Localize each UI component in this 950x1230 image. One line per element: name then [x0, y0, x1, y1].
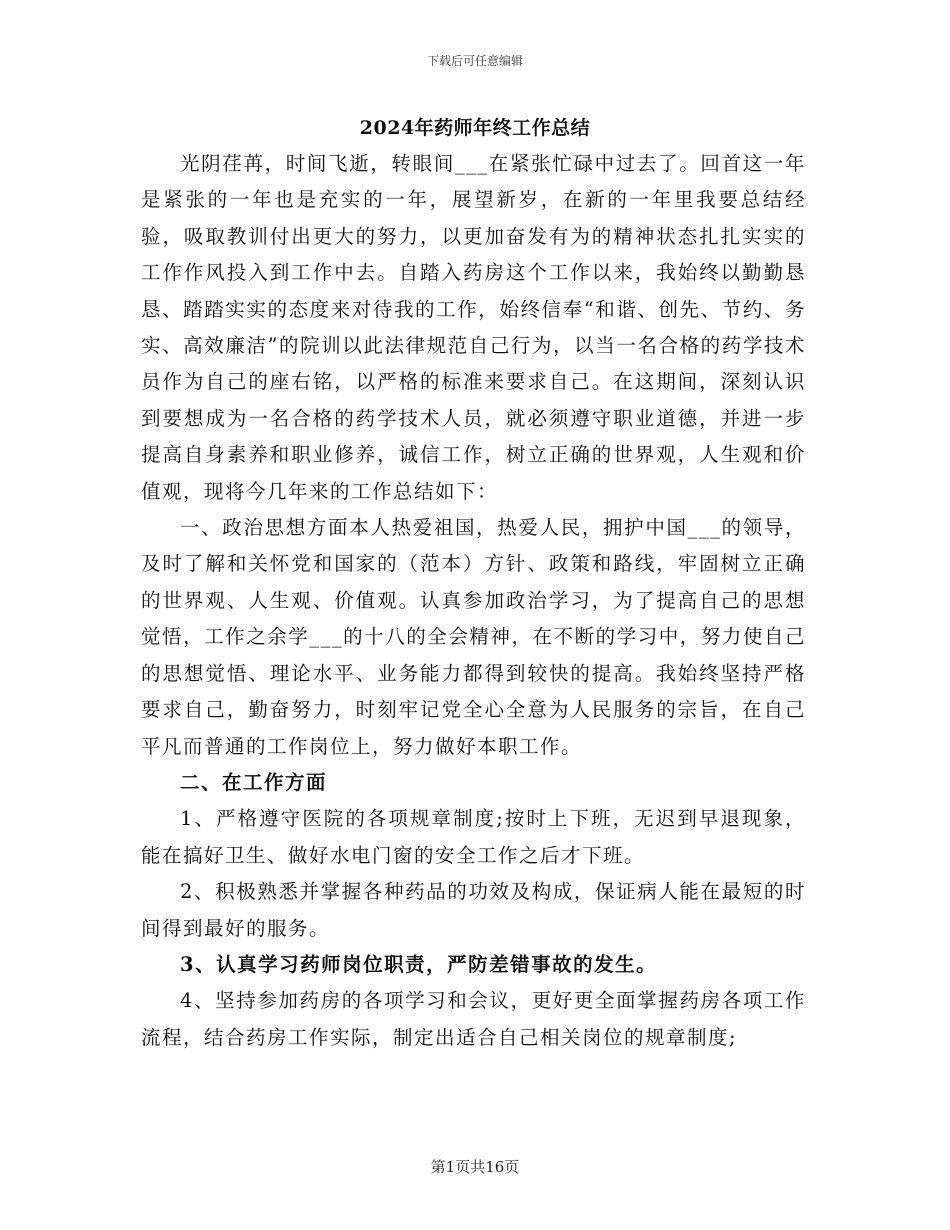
- header-note: 下载后可任意编辑: [426, 54, 523, 68]
- work-section-heading: 二、在工作方面: [180, 770, 328, 794]
- work-item-3: 3、认真学习药师岗位职责，严防差错事故的发生。: [180, 952, 658, 976]
- political-section-paragraph: 一、政治思想方面本人热爱祖国，热爱人民，拥护中国___的领导，及时了解和关怀党和国家的（范本）方针、政策和路线，牢固树立正确的世界观、人生观、价值观。认真参加政治学习，为了提高自己的思想觉悟，工作之余学___的十八的全会精神，在不断的学习中，努力使自己的思想觉悟、理论水平、业务能力都得到较快的提高。我始终坚持严格要求自己，勤奋努力，时刻牢记党全心全意为人民服务的宗旨，在自己平凡而普通的工作岗位上，努力做好本职工作。: [141, 516, 806, 758]
- document-body: [141, 146, 806, 1056]
- document-title: 2024年药师年终工作总结: [359, 117, 591, 139]
- intro-paragraph: 光阴荏苒，时间飞逝，转眼间___在紧张忙碌中过去了。回首这一年是紧张的一年也是充实的一年，展望新岁，在新的一年里我要总结经验，吸取教训付出更大的努力，以更加奋发有为的精神状态扎扎实实的工作作风投入到工作中去。自踏入药房这个工作以来，我始终以勤勤恳恳、踏踏实实的态度来对待我的工作，始终信奉“和谐、创先、节约、务实、高效廉洁”的院训以此法律规范自己行为，以当一名合格的药学技术员作为自己的座右铭，以严格的标准来要求自己。在这期间，深刻认识到要想成为一名合格的药学技术人员，就必须遵守职业道德，并进一步提高自身素养和职业修养，诚信工作，树立正确的世界观，人生观和价值观，现将今几年来的工作总结如下：: [141, 152, 806, 503]
- page-footer: 第1页共16页: [430, 1158, 520, 1176]
- work-item-2: 2、积极熟悉并掌握各种药品的功效及构成，保证病人能在最短的时间得到最好的服务。: [141, 880, 806, 940]
- work-item-4: 4、坚持参加药房的各项学习和会议，更好更全面掌握药房各项工作流程，结合药房工作实际，制定出适合自己相关岗位的规章制度;: [141, 989, 806, 1049]
- work-item-1: 1、严格遵守医院的各项规章制度;按时上下班，无迟到早退现象，能在搞好卫生、做好水电门窗的安全工作之后才下班。: [141, 807, 806, 867]
